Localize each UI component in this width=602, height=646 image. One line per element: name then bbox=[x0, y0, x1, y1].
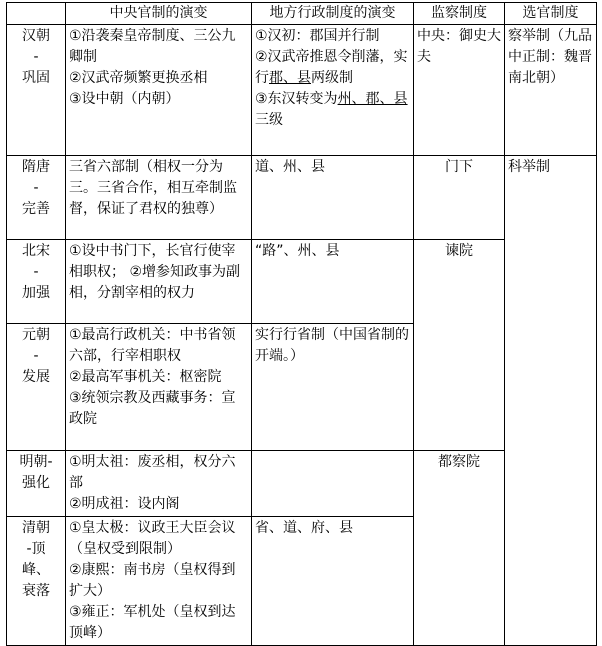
dynasty-line: 强化 bbox=[22, 475, 50, 491]
dynasty-line: 峰、 bbox=[22, 562, 50, 578]
local-text: 三级 bbox=[255, 112, 283, 128]
local-text: 两级制 bbox=[311, 70, 353, 86]
dynasty-line: 发展 bbox=[22, 369, 50, 385]
central-cell: ①设中书门下，长官行使宰相职权； ②增参知政事为副相，分割宰相的权力 bbox=[66, 240, 252, 324]
dynasty-line: - bbox=[33, 180, 39, 196]
dynasty-cell bbox=[7, 324, 66, 451]
local-text: ③东汉转变为 bbox=[255, 91, 338, 107]
central-line: ②康熙：南书房（皇权得到扩大） bbox=[69, 562, 236, 599]
central-line: ③统领宗教及西藏事务：宣政院 bbox=[69, 390, 236, 427]
local-cell: 道、州、县 bbox=[252, 156, 414, 240]
central-line: ①最高行政机关：中书省领六部，行宰相职权 bbox=[69, 327, 236, 364]
selection-merged-cell: 科举制 bbox=[505, 156, 597, 646]
central-line: ①皇太极：议政王大臣会议（皇权受到限制） bbox=[69, 520, 236, 557]
local-line bbox=[255, 26, 410, 47]
central-cell bbox=[66, 25, 252, 156]
local-line bbox=[255, 89, 410, 131]
local-cell: 实行行省制（中国省制的开端。） bbox=[252, 324, 414, 451]
central-line: ①沿袭秦皇帝制度、三公九卿制 bbox=[69, 28, 236, 65]
central-line: ②汉武帝频繁更换丞相 bbox=[69, 70, 208, 86]
dynasty-line: 汉朝 bbox=[22, 28, 50, 44]
central-cell bbox=[66, 517, 252, 646]
dynasty-line: 完善 bbox=[22, 201, 50, 217]
local-line bbox=[255, 47, 410, 89]
header-local: 地方行政制度的演变 bbox=[252, 3, 414, 25]
dynasty-line: 加强 bbox=[22, 285, 50, 301]
central-line: ③雍正：军机处（皇权到达顶峰） bbox=[69, 604, 236, 641]
dynasty-line: - bbox=[33, 348, 39, 364]
dynasty-line: 衰落 bbox=[22, 583, 50, 599]
dynasty-cell bbox=[7, 25, 66, 156]
supervision-cell: 中央：御史大夫 bbox=[414, 25, 505, 156]
dynasty-cell bbox=[7, 451, 66, 517]
dynasty-line: 明朝- bbox=[19, 454, 53, 470]
dynasty-cell bbox=[7, 517, 66, 646]
dynasty-line: 北宋 bbox=[22, 243, 50, 259]
header-row bbox=[7, 3, 597, 25]
central-line: ③设中朝（内朝） bbox=[69, 91, 180, 107]
dynasty-line: 元朝 bbox=[22, 327, 50, 343]
central-cell: 三省六部制（相权一分为三。三省合作，相互牵制监督，保证了君权的独尊） bbox=[66, 156, 252, 240]
central-line: ①明太祖：废丞相，权分六部 bbox=[69, 454, 236, 491]
central-cell bbox=[66, 324, 252, 451]
supervision-merged-cell: 门下 bbox=[414, 156, 505, 240]
dynasty-line: 巩固 bbox=[22, 70, 50, 86]
local-cell: “路”、州、县 bbox=[252, 240, 414, 324]
history-comparison-table bbox=[6, 2, 597, 646]
dynasty-line: 隋唐 bbox=[22, 159, 50, 175]
dynasty-line: - bbox=[33, 49, 39, 65]
header-selection: 选官制度 bbox=[505, 3, 597, 25]
row-han bbox=[7, 25, 597, 156]
supervision-merged-cell: 都察院 bbox=[414, 451, 505, 646]
row-sui-tang bbox=[7, 156, 597, 240]
header-dynasty bbox=[7, 3, 66, 25]
local-text-underlined: 州、郡、县 bbox=[337, 91, 408, 107]
local-cell bbox=[252, 25, 414, 156]
dynasty-cell bbox=[7, 156, 66, 240]
central-cell bbox=[66, 451, 252, 517]
dynasty-cell bbox=[7, 240, 66, 324]
supervision-merged-cell: 谏院 bbox=[414, 240, 505, 451]
selection-cell: 察举制（九品中正制：魏晋南北朝） bbox=[505, 25, 597, 156]
dynasty-line: -顶 bbox=[26, 541, 46, 557]
dynasty-line: 清朝 bbox=[22, 520, 50, 536]
header-supervision: 监察制度 bbox=[414, 3, 505, 25]
central-line: ②明成祖：设内阁 bbox=[69, 496, 180, 512]
local-cell: 省、道、府、县 bbox=[252, 517, 414, 646]
dynasty-line: - bbox=[33, 264, 39, 280]
header-central: 中央官制的演变 bbox=[66, 3, 252, 25]
local-text: ①汉初：郡国并行制 bbox=[255, 28, 380, 44]
local-text: ②汉武帝推恩令削藩，实行 bbox=[255, 49, 408, 86]
central-line: ②最高军事机关：枢密院 bbox=[69, 369, 222, 385]
local-cell bbox=[252, 451, 414, 517]
local-text-underlined: 郡、县 bbox=[269, 70, 311, 86]
